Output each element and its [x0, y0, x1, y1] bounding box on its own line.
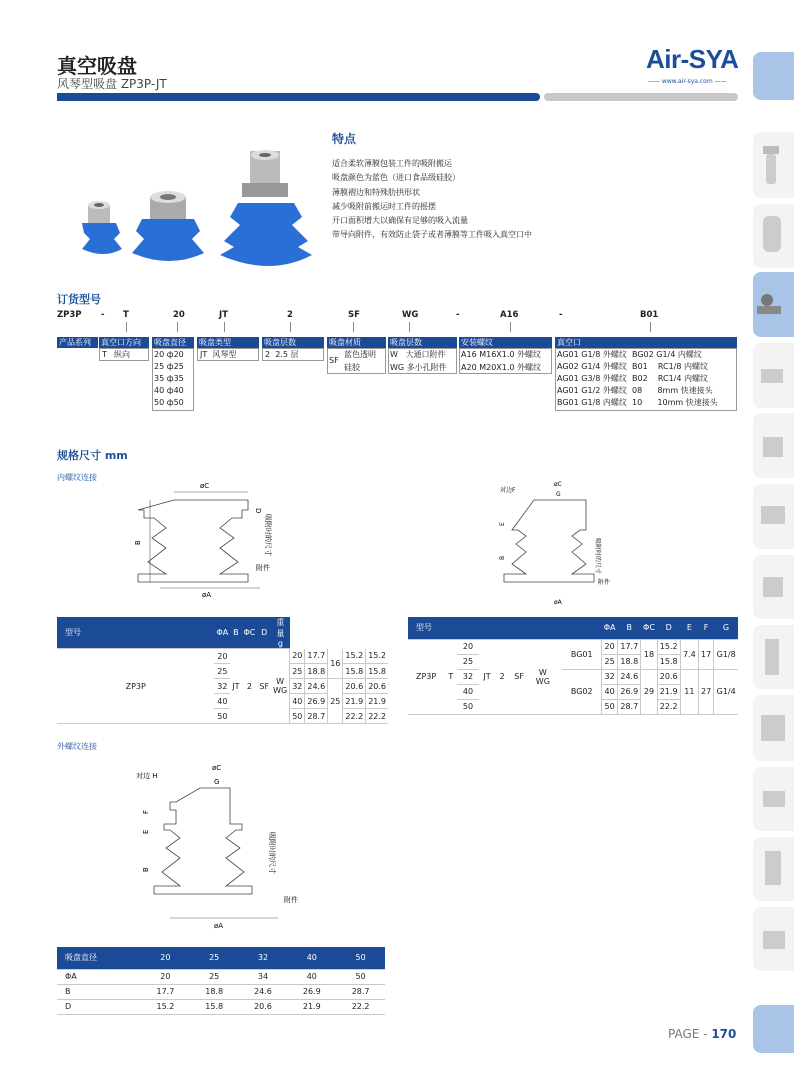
side-tab-regulator[interactable]: [753, 204, 794, 268]
svg-text:B: B: [142, 867, 150, 872]
order-heading: 订货型号: [57, 293, 101, 306]
side-tab-vacuum[interactable]: [753, 272, 794, 337]
code-diameter: 20: [173, 310, 185, 320]
page-number: PAGE - 170: [668, 1027, 737, 1041]
order-head: 吸盘材质: [327, 337, 386, 348]
header-bar-gray: [544, 93, 738, 101]
svg-text:吸附时的尺寸: 吸附时的尺寸: [264, 514, 272, 556]
feature-item: 开口面积增大以确保有足够的吸入流量: [332, 216, 468, 226]
svg-text:D: D: [254, 508, 262, 514]
order-head: 安装螺纹: [459, 337, 552, 348]
outer-thread-heading: 外螺纹连接: [57, 742, 97, 751]
cup-medium: [132, 191, 204, 261]
spec-table-bg: 型号 ΦA B ΦC D E F G ZP3P T 20 JT 2 SF W WG BG01 20 17.7 18 15.2 7.4 17 G1/8 25 25 18.8 15.8 32 BG02 32 24.6 29 20.6 11 27 G1/4 40 40 26.9 21.9 50 50 28.7 22.2: [408, 617, 738, 715]
code-thread: A16: [500, 310, 519, 320]
svg-text:G: G: [214, 778, 220, 786]
outer-thread-drawing: [130, 760, 300, 935]
features-heading: 特点: [332, 132, 357, 146]
side-tab-solenoid[interactable]: [753, 484, 794, 549]
code-attach: WG: [402, 310, 419, 320]
code-dash: -: [456, 310, 460, 320]
order-head: 吸盘直径: [152, 337, 194, 348]
cup-small: [82, 201, 122, 254]
svg-text:对边F: 对边F: [500, 487, 516, 494]
order-head: 产品系列: [57, 337, 98, 348]
product-photo: [70, 145, 320, 280]
code-vac: B01: [640, 310, 659, 320]
order-head: 真空口方向: [99, 337, 149, 348]
svg-text:E: E: [142, 829, 150, 834]
code-material: SF: [348, 310, 360, 320]
brand-logo: Air-SYA: [646, 44, 739, 74]
svg-text:B: B: [499, 555, 506, 560]
inner-thread-drawing-bg: [498, 480, 618, 605]
side-tab-cylinder[interactable]: [753, 413, 794, 478]
cup-large: [220, 150, 312, 266]
code-type: JT: [219, 310, 228, 320]
svg-text:øC: øC: [200, 482, 210, 490]
dir-label: 纵向: [114, 350, 130, 359]
order-head: 吸盘层数: [388, 337, 457, 348]
order-head: 真空口: [555, 337, 737, 348]
code-dash: -: [101, 310, 105, 320]
spec-heading: 规格尺寸 mm: [57, 449, 128, 462]
side-tab-misc[interactable]: [753, 907, 794, 971]
feature-item: 带导向附件，有效防止袋子或者薄膜等工件吸入真空口中: [332, 230, 532, 240]
spec-table-inner: 型号 ΦA B ΦC D 重量 g ZP3P 20 JT 2 SF W WG 20 17.7 16 15.2 15.2 25 25 18.8 15.8 15.8 32 32 24.6 25 20.6 20.6 40 40 26.9 21.9 21.9 50 50 28.7 22.2 22.2: [57, 617, 388, 724]
svg-text:附件: 附件: [598, 579, 611, 586]
code-direction: T: [123, 310, 129, 320]
svg-text:吸附时的尺寸: 吸附时的尺寸: [268, 832, 276, 874]
side-tab-valve[interactable]: [753, 343, 794, 408]
svg-text:吸附时的尺寸: 吸附时的尺寸: [594, 538, 601, 575]
inner-thread-drawing: [130, 478, 300, 600]
header-bar: [57, 93, 540, 101]
side-tab-bottom[interactable]: [753, 1005, 794, 1053]
svg-text:对边 H: 对边 H: [136, 772, 158, 780]
feature-item: 适合柔软薄膜包装工件的吸附搬运: [332, 159, 452, 168]
order-head: 吸盘层数: [262, 337, 324, 348]
code-series: ZP3P: [57, 310, 82, 320]
svg-text:øA: øA: [214, 922, 224, 930]
code-layers: 2: [287, 310, 293, 320]
svg-text:øA: øA: [202, 591, 212, 599]
feature-item: 减少吸附前搬运时工件的摇摆: [332, 201, 436, 211]
feature-item: 薄膜褶边和特殊肋拱形状: [332, 187, 420, 197]
page-subtitle: 风琴型吸盘 ZP3P-JT: [57, 77, 167, 91]
svg-text:øA: øA: [554, 599, 562, 605]
feature-item: 吸盘颜色为蓝色（进口食品级硅胶）: [332, 173, 460, 183]
side-tab-muffler[interactable]: [753, 837, 794, 901]
brand-url: —— www.air-sya.com ——: [648, 78, 727, 85]
order-head: 吸盘类型: [197, 337, 259, 348]
side-tab-elbow[interactable]: [753, 767, 794, 831]
side-tab-actuator[interactable]: [753, 555, 794, 619]
side-tab-filter[interactable]: [753, 132, 794, 198]
inner-thread-heading: 内螺纹连接: [57, 473, 97, 482]
side-tab-manifold[interactable]: [753, 695, 794, 761]
features-list: [332, 157, 532, 243]
side-tab-top[interactable]: [753, 52, 794, 100]
page-title: 真空吸盘: [57, 54, 137, 78]
svg-text:F: F: [142, 809, 150, 814]
side-tab-fitting[interactable]: [753, 625, 794, 689]
code-dash: -: [559, 310, 563, 320]
spec-table-outer: 吸盘直径 20 25 32 40 50 ΦA 20 25 34 40 50 B 17.7 18.8 24.6 26.9 28.7 D 15.2 15.8 20.6 21.9 22.2: [57, 947, 385, 1015]
svg-text:B: B: [134, 540, 142, 545]
svg-text:øC: øC: [554, 481, 562, 488]
svg-text:附件: 附件: [284, 896, 298, 904]
svg-text:øC: øC: [212, 764, 222, 772]
dir-code: T: [102, 350, 107, 359]
svg-text:附件: 附件: [256, 564, 270, 572]
svg-text:E: E: [499, 522, 506, 526]
svg-text:G: G: [556, 491, 561, 498]
